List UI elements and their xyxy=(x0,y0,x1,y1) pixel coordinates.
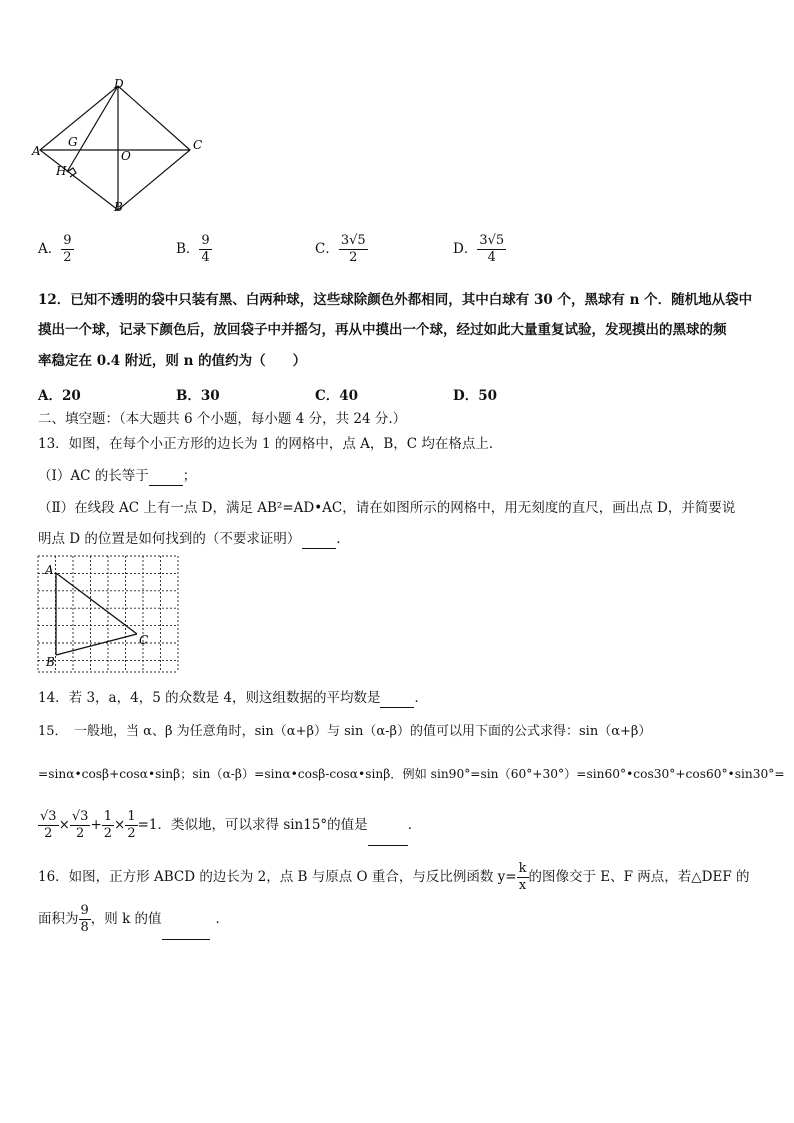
grid-label-A: A xyxy=(45,563,54,577)
q16-line-1: 16．如图，正方形 ABCD 的边长为 2，点 B 与原点 O 重合，与反比例函数 y= $\frac{k}{x}$ 的图像交于 E、F 两点，若△DEF 的 xyxy=(38,861,750,893)
section-heading: 二、填空题：（本大题共 6 个小题，每小题 4 分，共 24 分.） xyxy=(38,411,407,427)
q13-part-1: （Ⅰ）AC 的长等于 ； xyxy=(38,468,197,484)
fraction: $\frac{√3}{2}$ xyxy=(71,809,89,841)
q13-line-1: 13．如图，在每个小正方形的边长为 1 的网格中，点 A，B，C 均在格点上． xyxy=(38,436,503,452)
q11-option-c: C． $\frac{3√5}{2}$ xyxy=(315,233,366,265)
q14: 14．若 3，a，4，5 的众数是 4，则这组数据的平均数是 ． xyxy=(38,690,428,706)
answer-blank xyxy=(368,819,408,846)
q12-option-c: C．40 xyxy=(315,388,359,404)
fraction: $\frac{√3}{2}$ xyxy=(40,809,57,841)
q15-line-2: =sinα•cosβ+cosα•sinβ；sin（α-β）=sinα•cosβ-cosα•sinβ．例如 sin90°=sin（60°+30°）=sin60°•cos30°+cos60°•sin30°= xyxy=(38,767,785,781)
fraction: $\frac{1}{2}$ xyxy=(103,809,113,841)
fraction: $\frac{9}{8}$ xyxy=(80,903,89,935)
q13-part-2-line-2: 明点 D 的位置是如何找到的（不要求证明） ． xyxy=(38,531,350,547)
fraction: $\frac{k}{x}$ xyxy=(518,861,527,893)
answer-blank xyxy=(302,532,336,549)
label-D: D xyxy=(114,77,124,91)
label-A: A xyxy=(32,144,41,158)
fraction: $\frac{9}{4}$ xyxy=(201,233,210,265)
q12-option-a: A．20 xyxy=(38,388,81,404)
grid-label-C: C xyxy=(139,633,149,647)
fraction: $\frac{3√5}{4}$ xyxy=(479,233,505,265)
grid-figure xyxy=(36,554,182,674)
q11-option-a: A． $\frac{9}{2}$ xyxy=(38,233,72,265)
answer-blank xyxy=(149,469,183,486)
fraction: $\frac{1}{2}$ xyxy=(127,809,136,841)
q11-option-d: D． $\frac{3√5}{4}$ xyxy=(453,233,505,265)
fraction: $\frac{3√5}{2}$ xyxy=(340,233,366,265)
fraction: $\frac{9}{2}$ xyxy=(63,233,72,265)
q13-part-2-line-1: （Ⅱ）在线段 AC 上有一点 D，满足 AB²=AD•AC，请在如图所示的网格中，用无刻度的直尺，画出点 D，并简要说 xyxy=(38,500,736,516)
label-O: O xyxy=(121,149,131,163)
q15-line-1: 15． 一般地，当 α、β 为任意角时，sin（α+β）与 sin（α-β）的值可以用下面的公式求得：sin（α+β） xyxy=(38,724,652,739)
grid-label-B: B xyxy=(46,655,55,669)
answer-blank xyxy=(380,691,414,708)
q15-line-3: $\frac{√3}{2}$ × $\frac{√3}{2}$ + $\frac{1}{2}$ × $\frac{1}{2}$ =1．类似地，可以求得 sin15°的值是 ． xyxy=(38,804,421,846)
q12-option-d: D．50 xyxy=(453,388,497,404)
label-G: G xyxy=(68,135,78,149)
q12-line-3: 率稳定在 0.4 附近，则 n 的值约为（ ） xyxy=(38,353,307,369)
label-C: C xyxy=(193,138,203,152)
q12-option-b: B．30 xyxy=(176,388,220,404)
label-H: H xyxy=(56,164,67,178)
q12-line-1: 12．已知不透明的袋中只装有黑、白两种球，这些球除颜色外都相同，其中白球有 30 个，黑球有 n 个．随机地从袋中 xyxy=(38,292,753,308)
q11-option-b: B． $\frac{9}{4}$ xyxy=(176,233,210,265)
answer-blank xyxy=(162,913,210,940)
rhombus-figure xyxy=(30,76,215,216)
label-B: B xyxy=(114,200,123,214)
q12-line-2: 摸出一个球，记录下颜色后，放回袋子中并摇匀，再从中摸出一个球，经过如此大量重复试验，发现摸出的黑球的频 xyxy=(38,322,727,338)
q16-line-2: 面积为 $\frac{9}{8}$ ，则 k 的值 ． xyxy=(38,898,229,940)
